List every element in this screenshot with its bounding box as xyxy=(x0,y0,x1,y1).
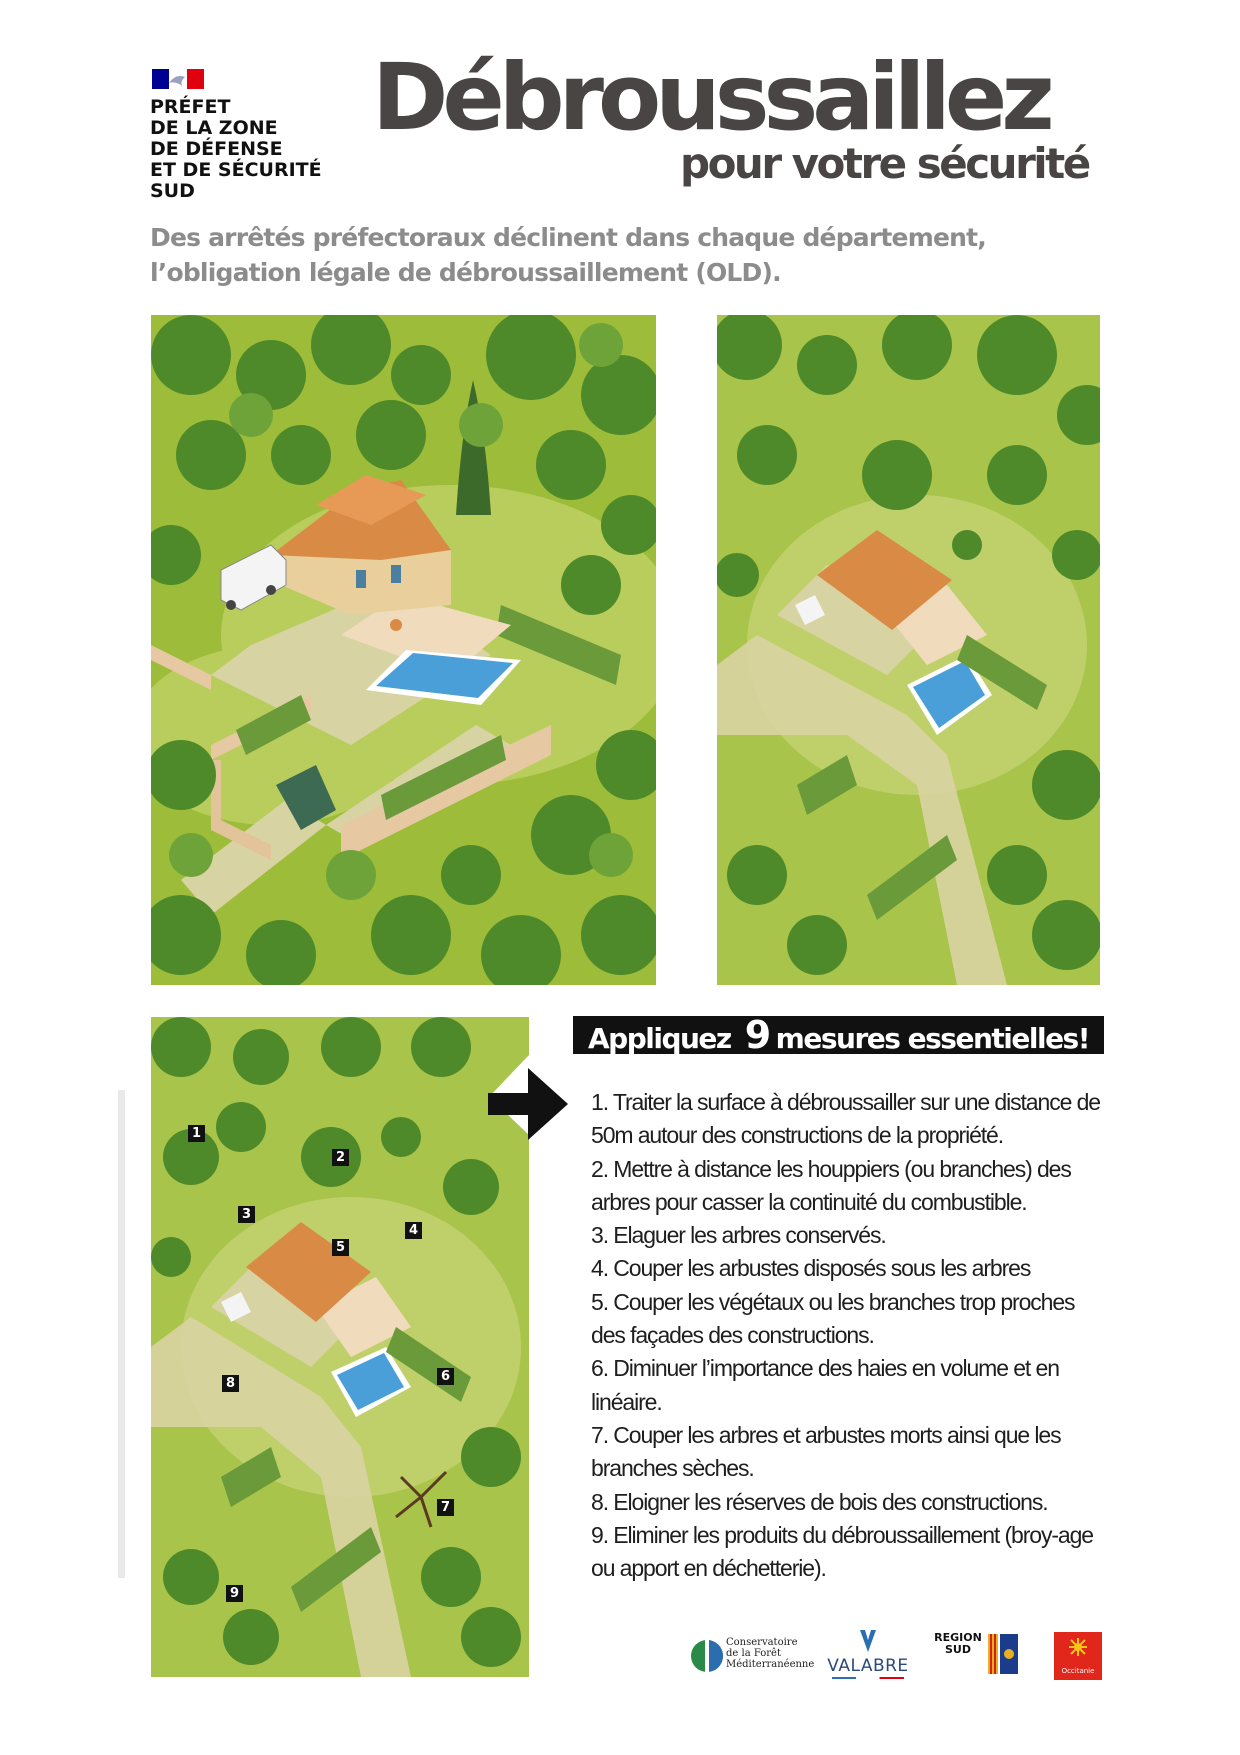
measure-item: 3. Elaguer les arbres conservés. xyxy=(591,1222,886,1249)
cfm-line: Conservatoire xyxy=(726,1637,798,1648)
arrow-right-icon xyxy=(488,1068,568,1140)
page-subtitle: pour votre sécurité xyxy=(680,139,1089,188)
prefet-line: DE DÉFENSE xyxy=(150,138,283,160)
region-line: REGION xyxy=(934,1631,982,1644)
marker-2: 2 xyxy=(332,1149,349,1166)
marker-3: 3 xyxy=(238,1206,255,1223)
banner-suffix: mesures essentielles! xyxy=(775,1022,1089,1055)
occitanie-text: Occitanie xyxy=(1061,1667,1095,1675)
occitanie-logo xyxy=(1054,1632,1102,1680)
prefet-line: ET DE SÉCURITÉ xyxy=(150,159,322,181)
marker-4: 4 xyxy=(405,1222,422,1239)
banner-prefix: Appliquez xyxy=(588,1022,731,1055)
illustration-numbered-measures xyxy=(151,1017,529,1677)
prefecture-block xyxy=(150,97,350,202)
page-title: Débroussaillez xyxy=(372,44,1049,151)
prefet-line: SUD xyxy=(150,180,195,202)
decorative-bar xyxy=(118,1090,125,1578)
marker-8: 8 xyxy=(222,1375,239,1392)
valabre-logo xyxy=(826,1628,910,1678)
conservatoire-logo xyxy=(690,1637,815,1677)
measure-item: 5. Couper les végétaux ou les branches trop proches des façades des constructions. xyxy=(591,1288,1075,1349)
measures-banner xyxy=(573,1013,1104,1057)
cfm-line: Méditerranéenne xyxy=(726,1659,815,1670)
measure-item: 9. Eliminer les produits du débroussaillement (broy-age ou apport en déchetterie). xyxy=(591,1521,1094,1582)
prefet-line: PRÉFET xyxy=(150,96,231,118)
marianne-flag-logo xyxy=(152,69,204,89)
measure-item: 7. Couper les arbres et arbustes morts ainsi que les branches sèches. xyxy=(591,1421,1061,1482)
marker-6: 6 xyxy=(437,1368,454,1385)
measures-list xyxy=(591,1086,1111,1585)
measure-item: 4. Couper les arbustes disposés sous les arbres xyxy=(591,1255,1031,1282)
illustration-house-after xyxy=(717,315,1100,985)
measure-item: 1. Traiter la surface à débroussailler sur une distance de 50m autour des constructions de la propriété. xyxy=(591,1089,1100,1149)
region-line: SUD xyxy=(945,1643,971,1656)
valabre-text: VALABRE xyxy=(827,1656,909,1676)
marker-5: 5 xyxy=(332,1239,349,1256)
measure-item: 6. Diminuer l’importance des haies en volume et en linéaire. xyxy=(591,1355,1059,1415)
illustration-house-before xyxy=(151,315,656,985)
marker-1: 1 xyxy=(188,1125,205,1142)
intro-line: Des arrêtés préfectoraux déclinent dans chaque département, xyxy=(150,223,986,252)
banner-number: 9 xyxy=(744,1013,770,1057)
marker-9: 9 xyxy=(226,1585,243,1602)
intro-line: l’obligation légale de débroussaillement (OLD). xyxy=(150,258,781,287)
intro-text xyxy=(150,220,1030,290)
cfm-line: de la Forêt xyxy=(726,1648,781,1659)
measure-item: 2. Mettre à distance les houppiers (ou branches) des arbres pour casser la continuité du combustible. xyxy=(591,1155,1071,1215)
region-sud-logo xyxy=(932,1632,1022,1678)
prefet-line: DE LA ZONE xyxy=(150,117,278,139)
marker-7: 7 xyxy=(437,1499,454,1516)
measure-item: 8. Eloigner les réserves de bois des constructions. xyxy=(591,1488,1048,1515)
